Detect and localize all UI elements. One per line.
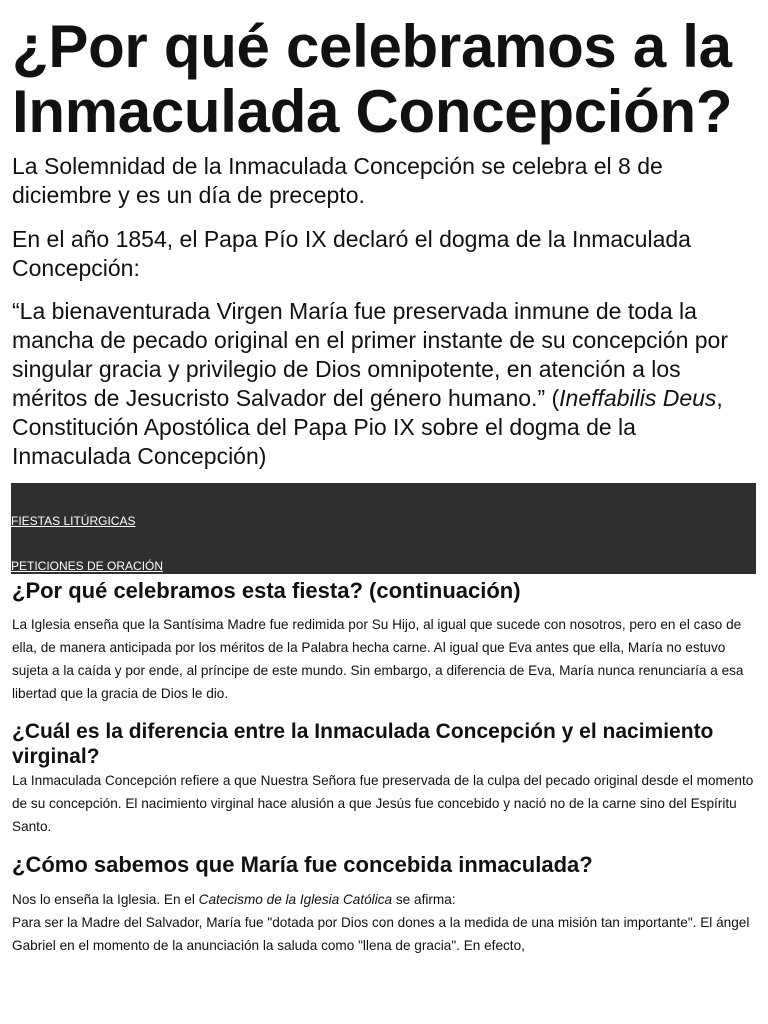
quote-source-title: Ineffabilis Deus — [559, 385, 717, 411]
catechism-intro-b: se afirma: — [392, 892, 456, 907]
quote-source-rest: , Constitución Apostólica del Papa Pio IX sobre el dogma de la Inmaculada Concepción) — [12, 385, 723, 469]
catechism-quote: Para ser la Madre del Salvador, María fue "dotada por Dios con dones a la medida de una misión tan importante". El ángel Gabriel en el momento de la anunciación la saluda como "llena de gracia". En efecto, — [12, 915, 750, 953]
section-heading-why-celebrate: ¿Por qué celebramos esta fiesta? (continuación) — [12, 578, 521, 603]
page-title: ¿Por qué celebramos a la Inmaculada Concepción? — [12, 13, 733, 145]
section-body-how-we-know — [12, 888, 756, 957]
quote-text: “La bienaventurada Virgen María fue preservada inmune de toda la mancha de pecado original en el primer instante de su concepción por singular gracia y privilegio de Dios omnipotente, en atención a los méritos de Jesucristo Salvador del género humano.” ( — [12, 298, 728, 411]
nav-link-fiestas-liturgicas[interactable]: FIESTAS LITÚRGICAS — [11, 514, 136, 528]
section-heading-difference: ¿Cuál es la diferencia entre la Inmaculada Concepción y el nacimiento virginal? — [12, 720, 714, 768]
nav-link-peticiones-de-oracion[interactable]: PETICIONES DE ORACIÓN — [11, 559, 164, 573]
section-body-why-celebrate: La Iglesia enseña que la Santísima Madre fue redimida por Su Hijo, al igual que sucede con nosotros, pero en el caso de ella, de manera anticipada por los méritos de la Palabra hecha carne. Al igual que Eva antes que ella, María no estuvo sujeta a la caída y por ende, al príncipe de este mundo. Sin embargo, a diferencia de Eva, María nunca renunciaría a esa libertad que la gracia de Dios le dio. — [12, 617, 744, 701]
section-body-difference: La Inmaculada Concepción refiere a que Nuestra Señora fue preservada de la culpa del pecado original desde el momento de su concepción. El nacimiento virginal hace alusión a que Jesús fue concebido y nació no de la carne sino del Espíritu Santo. — [12, 773, 754, 834]
intro-paragraph-2: En el año 1854, el Papa Pío IX declaró el dogma de la Inmaculada Concepción: — [12, 226, 691, 281]
section-heading-how-we-know: ¿Cómo sabemos que María fue concebida inmaculada? — [12, 852, 593, 877]
dogma-quote — [12, 297, 756, 471]
category-nav-bar — [11, 483, 756, 574]
catechism-intro-a: Nos lo enseña la Iglesia. En el — [12, 892, 199, 907]
catechism-title: Catecismo de la Iglesia Católica — [198, 892, 393, 907]
intro-paragraph-1: La Solemnidad de la Inmaculada Concepción se celebra el 8 de diciembre y es un día de precepto. — [12, 153, 663, 208]
